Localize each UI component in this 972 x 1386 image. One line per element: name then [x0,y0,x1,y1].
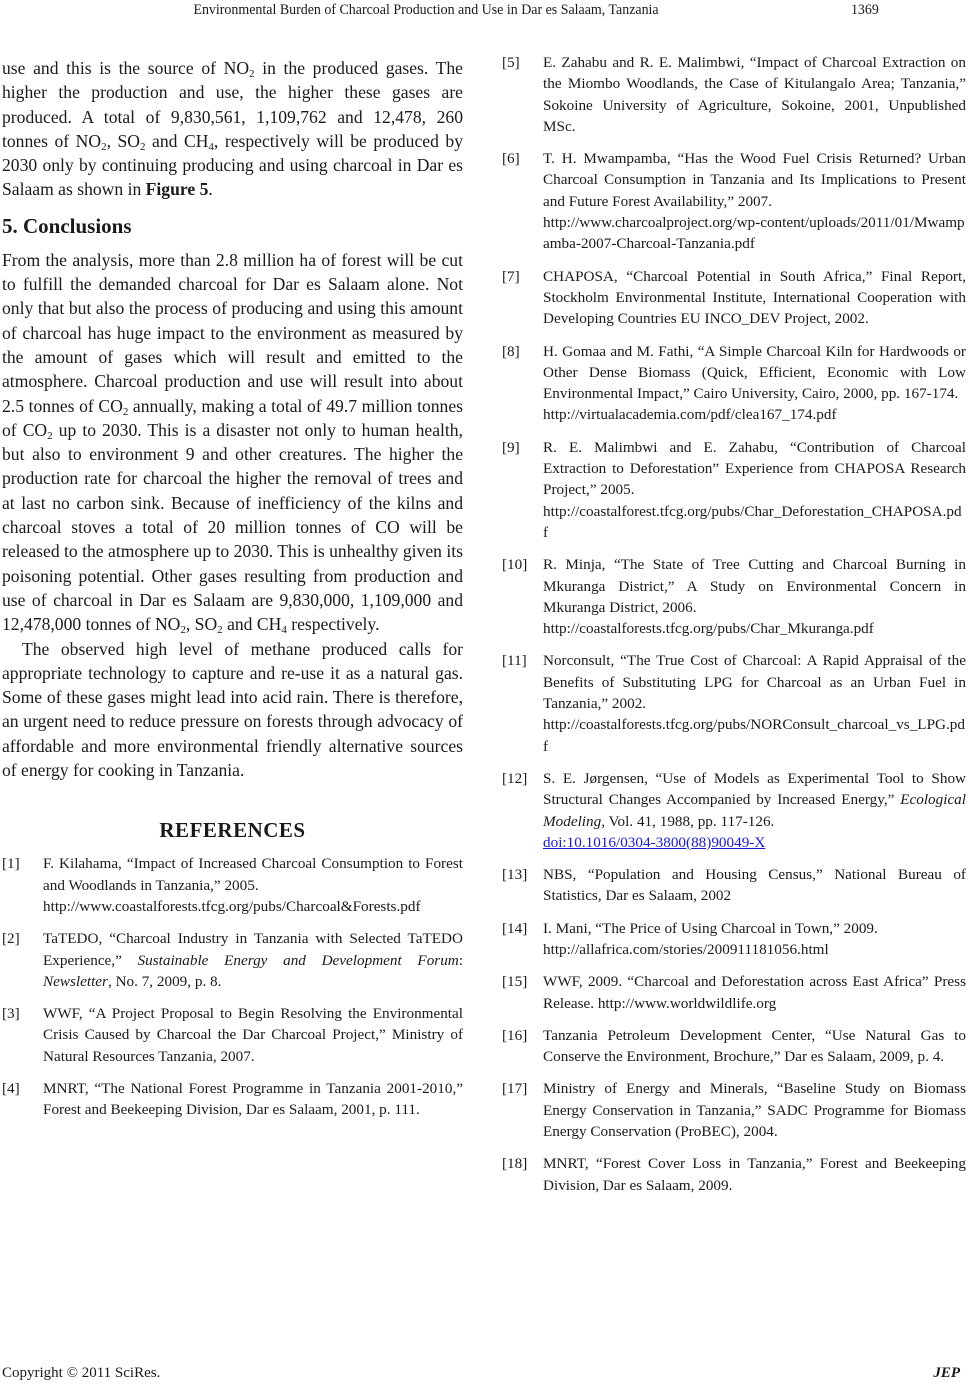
section-heading-conclusions: 5. Conclusions [2,213,132,238]
reference-item-16: [16] Tanzania Petroleum Development Center, “Use Natural Gas to Conserve the Environment, Brochure,” Dar es Salaam, 2009, p. 4. [502,1025,966,1068]
reference-item-11: [11] Norconsult, “The True Cost of Charcoal: A Rapid Appraisal of the Benefits of Substituting LPG for Charcoal as an Urban Fuel in Tanzania,” 2002. http://coastalforests.tfcg.org/pubs/NORConsult_charcoal_vs_LPG.pdf [502,650,966,756]
copyright-notice: Copyright © 2011 SciRes. [2,1365,161,1381]
reference-number: [1] [2,855,20,873]
reference-url[interactable]: http://www.coastalforests.tfcg.org/pubs/Charcoal&Forests.pdf [43,897,421,915]
reference-number: [8] [502,342,520,360]
page-number: 1369 [850,2,879,18]
reference-item-9: [9] R. E. Malimbwi and E. Zahabu, “Contribution of Charcoal Extraction to Deforestation” Experience from CHAPOSA Research Project,” 2005. http://coastalforest.tfcg.org/pubs/Char_Deforestation_CHAPOSA.pdf [502,437,966,543]
reference-number: [2] [2,930,20,948]
figure-reference[interactable]: Figure 5 [145,179,209,200]
reference-url[interactable]: http://allafrica.com/stories/200911181056.html [543,940,829,958]
reference-item-13: [13] NBS, “Population and Housing Census,” National Bureau of Statistics, Dar es Salaam, 2002 [502,864,966,907]
reference-item-6: [6] T. H. Mwampamba, “Has the Wood Fuel Crisis Returned? Urban Charcoal Consumption in Tanzania and Its Implications to Present and Future Forest Availability,” 2007. http://www.charcoalproject.org/wp-content/uploads/2011/01/Mwampamba-2007-Charcoal-Tanzania.pdf [502,148,966,254]
conclusions-paragraph-2: The observed high level of methane produced calls for appropriate technology to capture and re-use it as a natural gas. Some of these gases might lead into acid rain. There is therefore, an urgent need to reduce pressure on forests through advocacy of affordable and more environmental friendly alternative sources of energy for cooking in Tanzania. [2,638,463,781]
reference-item-1: [1] F. Kilahama, “Impact of Increased Charcoal Consumption to Forest and Woodlands in Tanzania,” 2005. http://www.coastalforests.tfcg.org/pubs/Charcoal&Forests.pdf [2,853,463,917]
reference-number: [6] [502,150,520,168]
reference-url[interactable]: http://coastalforests.tfcg.org/pubs/Char_Mkuranga.pdf [543,620,874,638]
reference-url[interactable]: http://coastalforest.tfcg.org/pubs/Char_Deforestation_CHAPOSA.pdf [543,502,962,541]
page-footer [0,1365,972,1385]
reference-number: [13] [502,866,528,884]
reference-number: [15] [502,973,528,991]
right-column [502,52,966,1207]
reference-number: [5] [502,54,520,71]
running-title: Environmental Burden of Charcoal Production and Use in Dar es Salaam, Tanzania [193,2,659,18]
reference-number: [10] [502,556,528,574]
reference-number: [7] [502,267,520,285]
reference-number: [17] [502,1080,528,1098]
reference-item-17: [17] Ministry of Energy and Minerals, “Baseline Study on Biomass Energy Conservation in Tanzania,” SADC Programme for Biomass Energy Conservation (ProBEC), 2004. [502,1078,966,1142]
references-heading: REFERENCES [159,818,306,843]
reference-number: [12] [502,769,528,787]
running-header [0,2,904,24]
doi-link[interactable]: doi:10.1016/0304-3800(88)90049-X [543,833,766,851]
reference-item-14: [14] I. Mani, “The Price of Using Charcoal in Town,” 2009. http://allafrica.com/stories/200911181056.html [502,918,966,961]
reference-item-15: [15] WWF, 2009. “Charcoal and Deforestation across East Africa” Press Release. http://www.worldwildlife.org [502,971,966,1014]
reference-item-10: [10] R. Minja, “The State of Tree Cutting and Charcoal Burning in Mkuranga District,” A Study on Environmental Concern in Mkuranga District, 2006. http://coastalforests.tfcg.org/pubs/Char_Mkuranga.pdf [502,554,966,639]
reference-number: [11] [502,652,527,670]
reference-item-18: [18] MNRT, “Forest Cover Loss in Tanzania,” Forest and Beekeeping Division, Dar es Salaam, 2009. [502,1153,966,1196]
reference-item-5: [5] E. Zahabu and R. E. Malimbwi, “Impact of Charcoal Extraction on the Miombo Woodlands, the Case of Kitulangalo Area; Tanzania,” Sokoine University of Agriculture, Sokoine, 2001, Unpublished MSc. [502,52,966,137]
reference-item-4: [4] MNRT, “The National Forest Programme in Tanzania 2001-2010,” Forest and Beekeeping Division, Dar es Salaam, 2001, p. 111. [2,1078,463,1121]
reference-item-3: [3] WWF, “A Project Proposal to Begin Resolving the Environmental Crisis Caused by Charcoal the Dar Charcoal Project,” Ministry of Natural Resources Tanzania, 2007. [2,1003,463,1067]
reference-number: [3] [2,1005,20,1023]
reference-item-2: [2] TaTEDO, “Charcoal Industry in Tanzania with Selected TaTEDO Experience,” Sustainable Energy and Development Forum: Newsletter, No. 7, 2009, p. 8. [2,928,463,992]
conclusions-paragraph-1: From the analysis, more than 2.8 million ha of forest will be cut to fulfill the demanded charcoal for Dar es Salaam alone. Not only that but also the process of producing and using this amount of charcoal has huge impact to the environment as measured by the amount of gases which will result and emitted to the atmosphere. Charcoal production and use will result into about 2.5 tonnes of $CO_2$ annually, making a total of 49.7 million tonnes of $CO_2$ up to 2030. This is a disaster not only to human health, but also to environment 9 and other creatures. The higher the production rate for charcoal the higher the removal of trees and at last no carbon sink. Because of inefficiency of the kilns and charcoal stoves a total of 20 million tonnes of CO will be released to the atmosphere up to 2030. This is unhealthy given its poisoning potential. Other gases resulting from production and use of charcoal in Dar es Salaam are 9,830,000, 1,109,000 and 12,478,000 tonnes of $NO_2$, $SO_2$ and $CH_4$ respectively. [2,249,464,637]
intro-paragraph: use and this is the source of $NO_2$ in the produced gases. The higher the production and use, the higher these gases are produced. A total of 9,830,561, 1,109,762 and 12,478, 260 tonnes of $NO_2$, $SO_2$ and $CH_4$, respectively will be produced by 2030 only by continuing producing and using charcoal in Dar es Salaam as shown in Figure 5. [2,58,463,200]
reference-number: [9] [502,438,520,456]
reference-item-12: [12] S. E. Jørgensen, “Use of Models as Experimental Tool to Show Structural Changes Accompanied by Increased Energy,” Ecological Modeling, Vol. 41, 1988, pp. 117-126. doi:10.1016/0304-3800(88)90049-X [502,768,966,853]
reference-url[interactable]: http://coastalforests.tfcg.org/pubs/NORConsult_charcoal_vs_LPG.pdf [543,716,965,755]
reference-number: [4] [2,1079,20,1097]
journal-abbreviation: JEP [933,1365,960,1381]
reference-number: [16] [502,1026,528,1044]
reference-number: [18] [502,1155,528,1173]
reference-url[interactable]: http://virtualacademia.com/pdf/clea167_174.pdf [543,406,837,424]
reference-url[interactable]: http://www.charcoalproject.org/wp-content/uploads/2011/01/Mwampamba-2007-Charcoal-Tanzania.pdf [543,214,965,253]
reference-item-7: [7] CHAPOSA, “Charcoal Potential in South Africa,” Final Report, Stockholm Environmental Institute, International Cooperation with Developing Countries EU INCO_DEV Project, 2002. [502,266,966,330]
left-column [2,56,463,1132]
reference-number: [14] [502,919,528,937]
reference-item-8: [8] H. Gomaa and M. Fathi, “A Simple Charcoal Kiln for Hardwoods or Other Dense Biomass (Quick, Efficient, Economic with Low Environmental Impact,” Cairo University, Cairo, 2000, pp. 167-174. http://virtualacademia.com/pdf/clea167_174.pdf [502,341,966,426]
